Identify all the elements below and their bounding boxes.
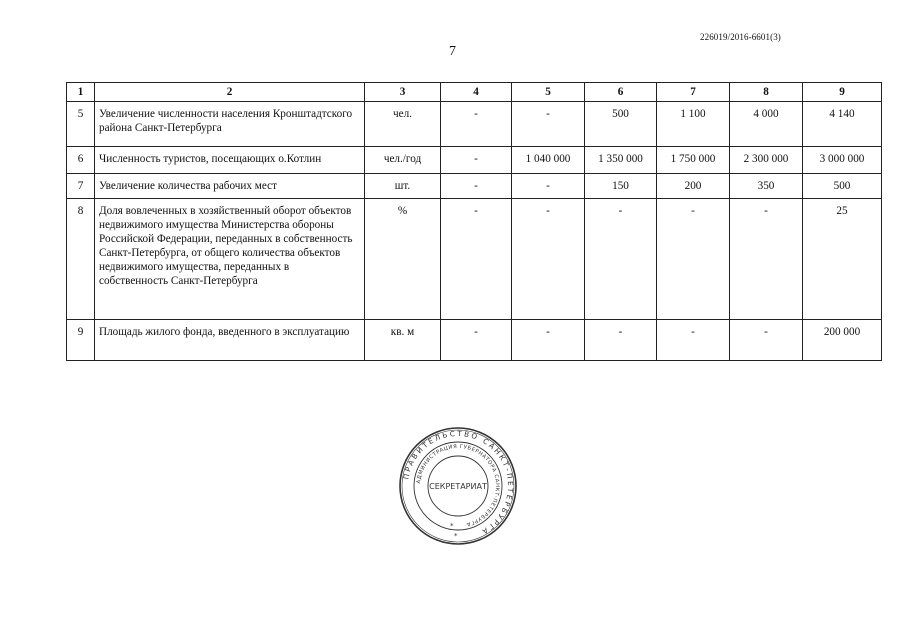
- unit-cell: %: [365, 199, 441, 320]
- value-cell: 1 040 000: [512, 147, 585, 174]
- unit-cell: чел.: [365, 102, 441, 147]
- col-header-2: 2: [95, 83, 365, 102]
- value-cell: -: [441, 320, 512, 361]
- row-number: 5: [67, 102, 95, 147]
- col-header-6: 6: [585, 83, 657, 102]
- page-number: 7: [449, 44, 456, 59]
- value-cell: -: [730, 199, 803, 320]
- value-cell: -: [441, 102, 512, 147]
- value-cell: -: [512, 174, 585, 199]
- value-cell: 500: [803, 174, 882, 199]
- value-cell: 150: [585, 174, 657, 199]
- value-cell: 200: [657, 174, 730, 199]
- table-row: [67, 102, 882, 147]
- indicator-name: Площадь жилого фонда, введенного в эксплуатацию: [95, 320, 365, 361]
- col-header-7: 7: [657, 83, 730, 102]
- row-number: 6: [67, 147, 95, 174]
- row-number: 7: [67, 174, 95, 199]
- value-cell: 350: [730, 174, 803, 199]
- stamp-star-icon: *: [454, 532, 458, 540]
- value-cell: 1 350 000: [585, 147, 657, 174]
- value-cell: -: [730, 320, 803, 361]
- value-cell: 4 140: [803, 102, 882, 147]
- table-row: [67, 320, 882, 361]
- value-cell: 2 300 000: [730, 147, 803, 174]
- value-cell: -: [441, 147, 512, 174]
- secretariat-stamp: [398, 426, 518, 546]
- value-cell: 500: [585, 102, 657, 147]
- value-cell: -: [657, 199, 730, 320]
- indicator-name: Увеличение количества рабочих мест: [95, 174, 365, 199]
- col-header-3: 3: [365, 83, 441, 102]
- unit-cell: кв. м: [365, 320, 441, 361]
- value-cell: 200 000: [803, 320, 882, 361]
- value-cell: -: [441, 199, 512, 320]
- value-cell: 1 100: [657, 102, 730, 147]
- indicator-name: Численность туристов, посещающих о.Котлин: [95, 147, 365, 174]
- unit-cell: чел./год: [365, 147, 441, 174]
- indicator-name: Доля вовлеченных в хозяйственный оборот объектов недвижимого имущества Министерства обороны Российской Федерации, переданных в собственность Санкт-Петербурга, от общего количества объектов недвижимого имущества, переданных в собственность Санкт-Петербурга: [95, 199, 365, 320]
- value-cell: 25: [803, 199, 882, 320]
- value-cell: -: [441, 174, 512, 199]
- col-header-4: 4: [441, 83, 512, 102]
- stamp-outer-text: ПРАВИТЕЛЬСТВО САНКТ-ПЕТЕРБУРГА: [401, 428, 516, 538]
- col-header-5: 5: [512, 83, 585, 102]
- document-code: 226019/2016-6601(3): [700, 32, 781, 42]
- value-cell: 1 750 000: [657, 147, 730, 174]
- col-header-8: 8: [730, 83, 803, 102]
- stamp-inner-text: АДМИНИСТРАЦИЯ ГУБЕРНАТОРА САНКТ-ПЕТЕРБУРГА: [416, 443, 501, 528]
- stamp-center-text: СЕКРЕТАРИАТ: [429, 482, 487, 491]
- table-header-row: [67, 83, 882, 102]
- value-cell: 3 000 000: [803, 147, 882, 174]
- indicators-table: [66, 82, 882, 361]
- row-number: 8: [67, 199, 95, 320]
- stamp-star-icon: *: [450, 522, 454, 530]
- unit-cell: шт.: [365, 174, 441, 199]
- indicator-name: Увеличение численности населения Кронштадтского района Санкт-Петербурга: [95, 102, 365, 147]
- table-row: [67, 174, 882, 199]
- value-cell: -: [585, 320, 657, 361]
- value-cell: -: [512, 320, 585, 361]
- col-header-1: 1: [67, 83, 95, 102]
- table-row: [67, 147, 882, 174]
- value-cell: -: [585, 199, 657, 320]
- value-cell: 4 000: [730, 102, 803, 147]
- value-cell: -: [512, 199, 585, 320]
- value-cell: -: [657, 320, 730, 361]
- table-row: [67, 199, 882, 320]
- col-header-9: 9: [803, 83, 882, 102]
- value-cell: -: [512, 102, 585, 147]
- row-number: 9: [67, 320, 95, 361]
